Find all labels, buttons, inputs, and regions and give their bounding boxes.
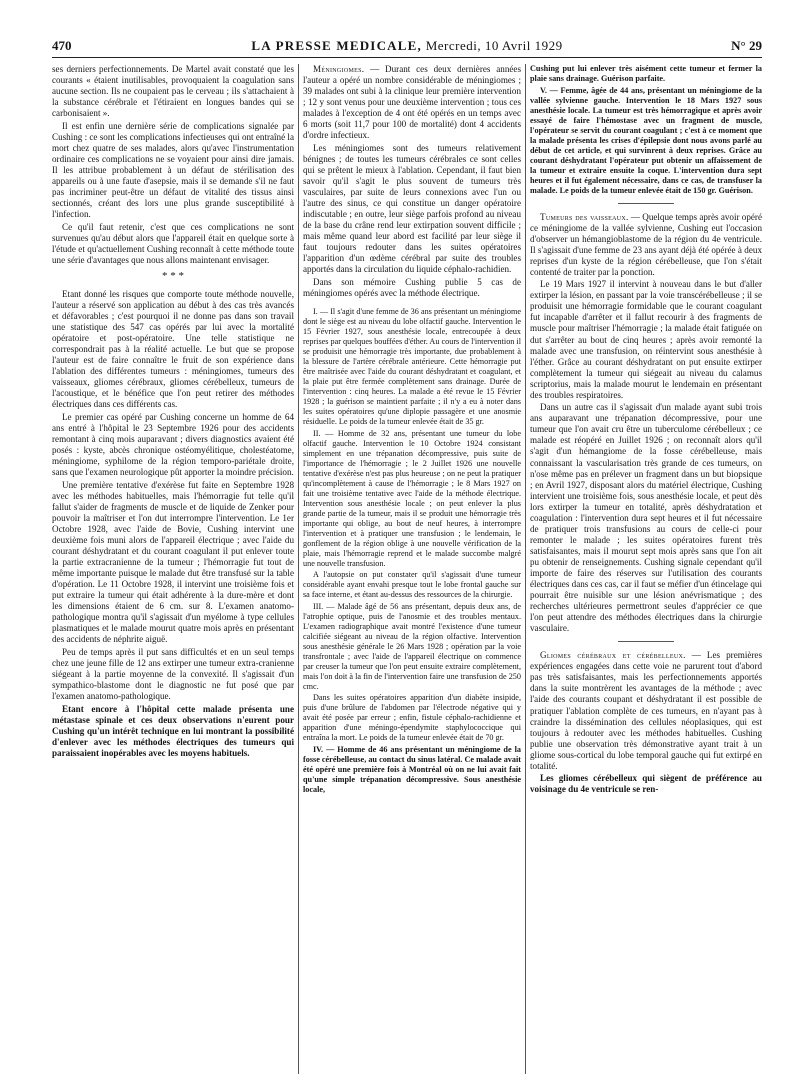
paragraph: Le 19 Mars 1927 il intervint à nouveau dans le but d'aller extirper la lésion, en passant par la voie transcérébelleuse ; il se produisit une hémorragie formidable que le courant coagulant fut incapable d'arrêter et il fallut recourir à des fragments de muscle pour maîtriser l'hémorragie ; la malade était fatiguée on dut s'arrêter au bout de cinq heures ; après avoir remonté la malade avec une transfusion, on réintervint sous anesthésie à l'éther. Grâce au courant déshydratant on put ensuite extirper complètement la tumeur qui siégeait au niveau du calamus scriptorius, mais la malade mourut le lendemain en présentant des troubles respiratoires.	[530, 279, 762, 400]
case-report: III. — Malade âgé de 56 ans présentant, depuis deux ans, de l'atrophie optique, puis de l'anosmie et des troubles mentaux. L'examen radiographique avait montré l'existence d'une tumeur calcifiée siégeant au niveau de la région olfactive. Intervention sous anesthésie générale le 26 Mars 1928 ; opération par la voie transfrontale ; avec l'aide de l'appareil électrique on commence par creuser la tumeur que l'on peut ensuite extraire complètement, mais l'on doit à la fin de l'intervention faire une transfusion de 250 cmc.	[303, 601, 521, 691]
case-report: Cushing put lui enlever très aisément cette tumeur et fermer la plaie sans drainage. Guérison parfaite.	[530, 64, 762, 83]
column-middle	[303, 64, 521, 1074]
paragraph: Il est enfin une dernière série de complications signalée par Cushing : ce sont les complications infectieuses qui ont entraîné la mort chez quatre de ses malades, alors qu'avec l'instrumentation ordinaire ces complications ne se voyaient pour ainsi dire jamais. Il les attribue probablement à un défaut de stérilisation des appareils ou à une faute d'asepsie, mais il se demande s'il ne faut pas incriminer peut-être un défaut de vitalité des tissus ainsi sectionnés, créant des lors une plus grande susceptibilité à l'infection.	[52, 120, 294, 220]
page-header	[52, 36, 762, 58]
case-report: Dans les suites opératoires apparition d'un diabète insipide, puis d'une brûlure de l'abdomen par l'électrode négative qui y avait été posée par erreur ; enfin, fistule céphalo-rachidienne et apparition d'une méningo-épendymite staphylococcique qui entraîna la mort. Le poids de la tumeur enlevée était de 70 gr.	[303, 693, 521, 743]
running-title	[52, 38, 762, 54]
column-right	[530, 64, 762, 1074]
case-report: A l'autopsie on put constater qu'il s'agissait d'une tumeur considérable ayant envahi presque tout le lobe frontal gauche sur sa face interne, et étant au-dessus des ressources de la chirurgie.	[303, 570, 521, 600]
paragraph: Une première tentative d'exérèse fut faite en Septembre 1928 avec les méthodes habituelles, mais l'hémorragie fut telle qu'il fallut s'aider de fragments de muscle et de liquide de Zenker pour pouvoir la maîtriser et l'on dut interrompre l'intervention. Le 1er Octobre 1928, avec l'aide de Bovie, Cushing intervint une deuxième fois muni alors de l'appareil électrique ; avec l'aide du courant déshydratant et du courant coagulant il put enlever toute la partie extracranienne de la tumeur ; l'hémorragie fut tout de même importante puisque le malade dut être transfusé sur la table d'opération. Le 11 Octobre 1928, il intervint une troisième fois et put extraire la tumeur qui était adhérente à la dure-mère et dont les dimensions étaient de 6 cm. sur 8. L'examen anatomo-pathologique montra qu'il s'agissait d'un myélome à type cellules plasmatiques et le malade mourut quatre mois après en présentant des accidents de néphrite aiguë.	[52, 479, 294, 645]
section-separator-stars: * * *	[162, 269, 184, 282]
paragraph: Dans son mémoire Cushing publie 5 cas de méningiomes opérés avec la méthode électrique.	[303, 276, 521, 298]
section-meningiomes	[303, 64, 521, 141]
section-text: — Durant ces deux dernières années l'auteur a opéré un nombre considérable de méningiomes ; 39 malades ont subi à la clinique leur première intervention ; 12 y sont venus pour une deuxième intervention ; tous ces malades à l'exception de 4 ont été opérés en un temps avec 6 morts (soit 11,7 pour 100 de mortalité) dont 4 accidents d'ordre infectieux.	[303, 64, 521, 141]
paragraph: Ce qu'il faut retenir, c'est que ces complications ne sont survenues qu'au début alors que l'appareil était en quelque sorte à l'étude et qu'actuellement Cushing reconnaît à cette méthode toute une série d'avantages que nous allons maintenant envisager.	[52, 221, 294, 265]
paragraph: Peu de temps après il put sans difficultés et en un seul temps chez une jeune fille de 12 ans extirper une tumeur extra-cranienne siégeant à la partie moyenne de la convexité. Il s'agissait d'un sympathico-blastome dont le diagnostic ne fut posé que par l'examen anatomo-pathologique.	[52, 646, 294, 702]
paragraph: Etant donné les risques que comporte toute méthode nouvelle, l'auteur a réservé son application au début à des cas très avancés et défavorables ; c'est pourquoi il ne donne pas dans son travail une statistique des 547 cas opérés par lui avec la mortalité opératoire et post-opératoire. Une telle statistique ne correspondrait pas à la réalité actuelle. Le but que se propose l'auteur est de faire connaître le fruit de son expérience dans l'ablation des différentes tumeurs : méningiomes, tumeurs des vaisseaux, gliomes cérébraux, gliomes cérébelleux, tumeurs de l'acoustique, et le bénéfice que l'on peut retirer des méthodes électriques dans ces différents cas.	[52, 288, 294, 410]
section-gliomes	[530, 650, 762, 772]
section-vaisseaux	[530, 212, 762, 278]
paragraph: ses derniers perfectionnements. De Martel avait constaté que les courants « étaient inutilisables, provoquaient la coagulation sans aucune section. Ils ne coupaient pas le cerveau ; ils s'attachaient à la substance cérébrale et l'étiraient en longues bandes qui se carbonisaient ».	[52, 64, 294, 119]
case-report: IV. — Homme de 46 ans présentant un méningiome de la fosse cérébelleuse, au contact du sinus latéral. Ce malade avait été opéré une première fois à Montréal où on ne lui avait fait qu'une simple trépanation décompressive. Sous anesthésie locale,	[303, 744, 521, 794]
case-report: II. — Homme de 32 ans, présentant une tumeur du lobe olfactif gauche. Intervention le 10 Octobre 1924 consistant simplement en une trépanation décompressive, puis suite de l'importance de l'hémorragie ; le 2 Juillet 1926 une nouvelle tentative d'exérèse n'est pas plus heureuse ; on ne peut la pratiquer qu'incomplètement à cause de l'hémorragie ; le 8 Mars 1927 on fait une troisième tentative avec l'aide de la méthode électrique. Intervention sous anesthésie locale ; on peut enlever la plus grande partie de la tumeur, mais il se produit une hémorragie très importante qui oblige, au bout de neuf heures, à interrompre l'intervention et à pratiquer une transfusion ; le lendemain, le gonflement de la région oblige à une nouvelle vérification de la plaie, mais l'hémorragie reprend et le malade succombe malgré une nouvelle transfusion.	[303, 428, 521, 568]
paragraph-bold: Les gliomes cérébelleux qui siègent de préférence au voisinage du 4e ventricule se ren-	[530, 773, 762, 795]
column-left	[52, 64, 294, 1074]
paragraph: Les méningiomes sont des tumeurs relativement bénignes ; de toutes les tumeurs cérébrales ce sont celles qui se prêtent le mieux à l'ablation. Cependant, il faut bien savoir qu'il s'agit le plus souvent de tumeurs très vasculaires, par suite de leurs connexions avec l'un ou l'autre des sinus, ce qui constitue un danger opératoire indiscutable ; en outre, leur siège parfois profond au niveau de la base du crâne rend leur extirpation souvent difficile ; mais même quand leur abord est facilité par leur siège il faut toujours redouter dans les suites opératoires l'apparition d'un œdème cérébral par suite des troubles apportés dans la circulation du liquide céphalo-rachidien.	[303, 142, 521, 275]
case-report: I. — Il s'agit d'une femme de 36 ans présentant un méningiome dont le siège est au niveau du lobe olfactif gauche. Intervention le 15 Février 1927, sous anesthésie locale, entrecoupée à deux reprises par quelques bouffées d'éther. Au cours de l'intervention il se produisit une hémorragie très importante, due probablement à la blessure de l'artère cérébrale antérieure. Cette hémorragie put être maîtrisée avec l'aide du courant déshydratant et coagulant, et la plaie put être fermée complètement sans drainage. Durée de l'intervention : cinq heures. La malade a été revue le 15 Février 1928 ; la guérison se maintient parfaite ; il n'y a eu à noter dans les suites opératoires qu'une diplopie passagère et une anosmie résiduelle. Le poids de la tumeur enlevée était de 35 gr.	[303, 307, 521, 427]
section-divider	[618, 641, 674, 642]
section-text: — Les premières expériences engagées dans cette voie ne parurent tout d'abord pas très satisfaisantes, mais les perfectionnements apportés dans la suite montrèrent les avantages de la méthode ; avec l'aide des courants coupant et déshydratant il est possible de pratiquer l'ablation complète de ces tumeurs, en n'ayant pas à craindre la dissémination des cellules néoplasiques, qui est toujours à redouter avec les méthodes habituelles. Cushing publie une observation très démonstrative ayant trait à un gliome sous-cortical du lobe temporal gauche qui fut extirpé en totalité.	[530, 650, 762, 771]
paragraph-bold: Etant encore à l'hôpital cette malade présenta une métastase spinale et ces deux observations n'eurent pour Cushing qu'un intérêt technique en lui montrant la possibilité d'enlever avec les méthodes électriques des tumeurs qui paraissaient inopérables avec les moyens habituels.	[52, 703, 294, 758]
case-report: V. — Femme, âgée de 44 ans, présentant un méningiome de la vallée sylvienne gauche. Intervention le 18 Mars 1927 sous anesthésie locale. La tumeur est très hémorragique et après avoir essayé de faire l'hémostase avec un fragment de muscle, l'opérateur se servit du courant coagulant ; c'est à ce moment que la malade présenta les crises d'épilepsie dont nous avons parlé au début de cet article, et qui survinrent à deux reprises. Grâce au courant déshydratant l'opérateur put obtenir un affaissement de la tumeur et extraire ensuite la coque. L'intervention dura sept heures et il fut également nécessaire, dans ce cas, de transfuser la malade. Le poids de la tumeur enlevée était de 150 gr. Guérison.	[530, 85, 762, 195]
section-text: — Quelque temps après avoir opéré ce méningiome de la vallée sylvienne, Cushing eut l'occasion d'observer un hémangioblastome de la région du 4e ventricule. Il s'agissait d'une femme de 23 ans ayant déjà été opérée à deux reprises d'un kyste de la région cérébelleuse, que l'on s'était contenté de traiter par la ponction.	[530, 211, 762, 277]
section-divider	[618, 203, 674, 204]
section-heading: Gliomes cérébraux et cérébelleux.	[540, 650, 686, 661]
paragraph: Le premier cas opéré par Cushing concerne un homme de 64 ans entré à l'hôpital le 23 Septembre 1926 pour des accidents remontant à cinq mois auparavant ; divers diagnostics avaient été posés : kyste, abcès chronique ostéomyélitique, cholestéatome, méningiome, syphilome de la région temporo-pariétale droite, sans que l'examen neurologique pût apporter la moindre précision.	[52, 411, 294, 478]
issue-number: N° 29	[731, 38, 762, 53]
column-rule-left	[298, 64, 299, 1074]
section-heading: Tumeurs des vaisseaux.	[540, 211, 629, 222]
journal-masthead: LA PRESSE MEDICALE,	[251, 38, 422, 53]
section-heading: Méningiomes.	[313, 64, 365, 74]
paragraph: Dans un autre cas il s'agissait d'un malade ayant subi trois ans auparavant une trépanation décompressive, pour une tumeur que l'on avait cru être un tuberculome cérébelleux ; ce malade est réopéré en Juillet 1926 ; on reconnaît alors qu'il s'agit d'un hémangiome de la fosse cérébelleuse, mais connaissant la vascularisation très grande de ces tumeurs, on n'ose même pas en prélever un fragment dans un but biopsique ; en Avril 1927, disposant alors du matériel électrique, Cushing intervient une troisième fois, sous anesthésie locale, et peut dès lors extirper la tumeur en totalité, après déshydratation et coagulation : l'intervention dura sept heures et il fut nécessaire de pratiquer trois transfusions au cours de celle-ci pour remonter le malade ; les suites opératoires furent très satisfaisantes, mais il mourut sept mois après sans que l'on ait pu obtenir de renseignements. Cushing signale cependant qu'il importe de faire des réserves sur l'utilisation des courants électriques dans ces cas, car il faut se méfier d'un étincelage qui pourrait être nuisible sur une lésion anévrismatique ; des recherches ultérieures permettront seules d'apprécier ce que l'on peut attendre des méthodes électriques dans la chirurgie vasculaire.	[530, 402, 762, 634]
issue-date: Mercredi, 10 Avril 1929	[425, 38, 563, 53]
column-rule-right	[525, 64, 526, 1074]
page-number: 470	[52, 38, 72, 53]
